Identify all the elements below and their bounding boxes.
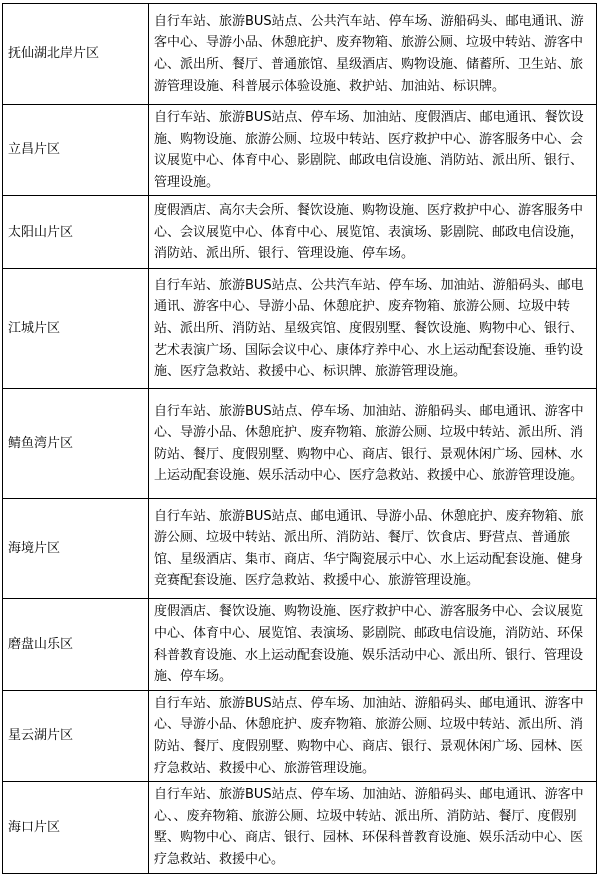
facilities-cell: 自行车站、旅游BUS站点、停车场、加油站、游船码头、邮电通讯、游客中心、导游小品、休憩庇护、废弃物箱、旅游公厕、垃圾中转站、派出所、消防站、餐厅、度假别墅、购物中心、商店、银行、景观休闲广场、园林、医疗急救站、救援中心、旅游管理设施。 bbox=[149, 690, 597, 781]
table-row bbox=[3, 782, 597, 873]
area-name-cell: 鲭鱼湾片区 bbox=[3, 389, 149, 499]
table-row bbox=[3, 4, 597, 105]
table-row bbox=[3, 196, 597, 269]
table-row bbox=[3, 269, 597, 389]
area-facilities-table bbox=[2, 3, 597, 874]
table-row bbox=[3, 599, 597, 690]
table-row bbox=[3, 690, 597, 781]
area-name-cell: 磨盘山乐区 bbox=[3, 599, 149, 690]
facilities-cell: 自行车站、旅游BUS站点、停车场、加油站、游船码头、邮电通讯、游客中心、、废弃物箱、旅游公厕、垃圾中转站、派出所、消防站、餐厅、度假别墅、购物中心、商店、银行、园林、环保科普教育设施、娱乐活动中心、医疗急救站、救援中心。 bbox=[149, 782, 597, 873]
facilities-cell: 自行车站、旅游BUS站点、停车场、加油站、游船码头、邮电通讯、游客中心、导游小品、休憩庇护、废弃物箱、旅游公厕、垃圾中转站、派出所、消防站、餐厅、度假别墅、购物中心、商店、银行、景观休闲广场、园林、水上运动配套设施、娱乐活动中心、医疗急救站、救援中心、旅游管理设施。 bbox=[149, 389, 597, 499]
facilities-cell: 度假酒店、高尔夫会所、餐饮设施、购物设施、医疗救护中心、游客服务中心、会议展览中心、体育中心、展览馆、表演场、影剧院、邮政电信设施，消防站、派出所、银行、管理设施、停车场。 bbox=[149, 196, 597, 269]
area-name-cell: 太阳山片区 bbox=[3, 196, 149, 269]
area-name-cell: 海口片区 bbox=[3, 782, 149, 873]
table-row bbox=[3, 105, 597, 196]
area-name-cell: 立昌片区 bbox=[3, 105, 149, 196]
area-name-cell: 抚仙湖北岸片区 bbox=[3, 4, 149, 105]
area-name-cell: 江城片区 bbox=[3, 269, 149, 389]
table-row bbox=[3, 389, 597, 499]
area-name-cell: 海境片区 bbox=[3, 499, 149, 599]
facilities-cell: 自行车站、旅游BUS站点、公共汽车站、停车场、加油站、游船码头、邮电通讯、游客中心、导游小品、休憩庇护、废弃物箱、旅游公厕、垃圾中转站、派出所、消防站、星级宾馆、度假别墅、餐饮设施、购物中心、银行、艺术表演广场、国际会议中心、康体疗养中心、水上运动配套设施、垂钓设施、医疗急救站、救援中心、标识牌、旅游管理设施。 bbox=[149, 269, 597, 389]
area-name-cell: 星云湖片区 bbox=[3, 690, 149, 781]
facilities-cell: 自行车站、旅游BUS站点、邮电通讯、导游小品、休憩庇护、废弃物箱、旅游公厕、垃圾中转站、派出所、消防站、餐厅、饮食店、野营点、普通旅馆、星级酒店、集市、商店、华宁陶瓷展示中心、水上运动配套设施、健身竞赛配套设施、医疗急救站、救援中心、旅游管理设施。 bbox=[149, 499, 597, 599]
table-row bbox=[3, 499, 597, 599]
facilities-cell: 自行车站、旅游BUS站点、停车场、加油站、度假酒店、邮电通讯、餐饮设施、购物设施、旅游公厕、垃圾中转站、医疗救护中心、游客服务中心、会议展览中心、体育中心、影剧院、邮政电信设施、消防站、派出所、银行、管理设施。 bbox=[149, 105, 597, 196]
facilities-cell: 度假酒店、餐饮设施、购物设施、医疗救护中心、游客服务中心、会议展览中心、体育中心、展览馆、表演场、影剧院、邮政电信设施，消防站、环保科普教育设施、水上运动配套设施、娱乐活动中心、派出所、银行、管理设施、停车场。 bbox=[149, 599, 597, 690]
facilities-cell: 自行车站、旅游BUS站点、公共汽车站、停车场、游船码头、邮电通讯、游客中心、导游小品、休憩庇护、废弃物箱、旅游公厕、垃圾中转站、游客中心、派出所、餐厅、普通旅馆、星级酒店、购物设施、储蓄所、卫生站、旅游管理设施、科普展示体验设施、救护站、加油站、标识牌。 bbox=[149, 4, 597, 105]
